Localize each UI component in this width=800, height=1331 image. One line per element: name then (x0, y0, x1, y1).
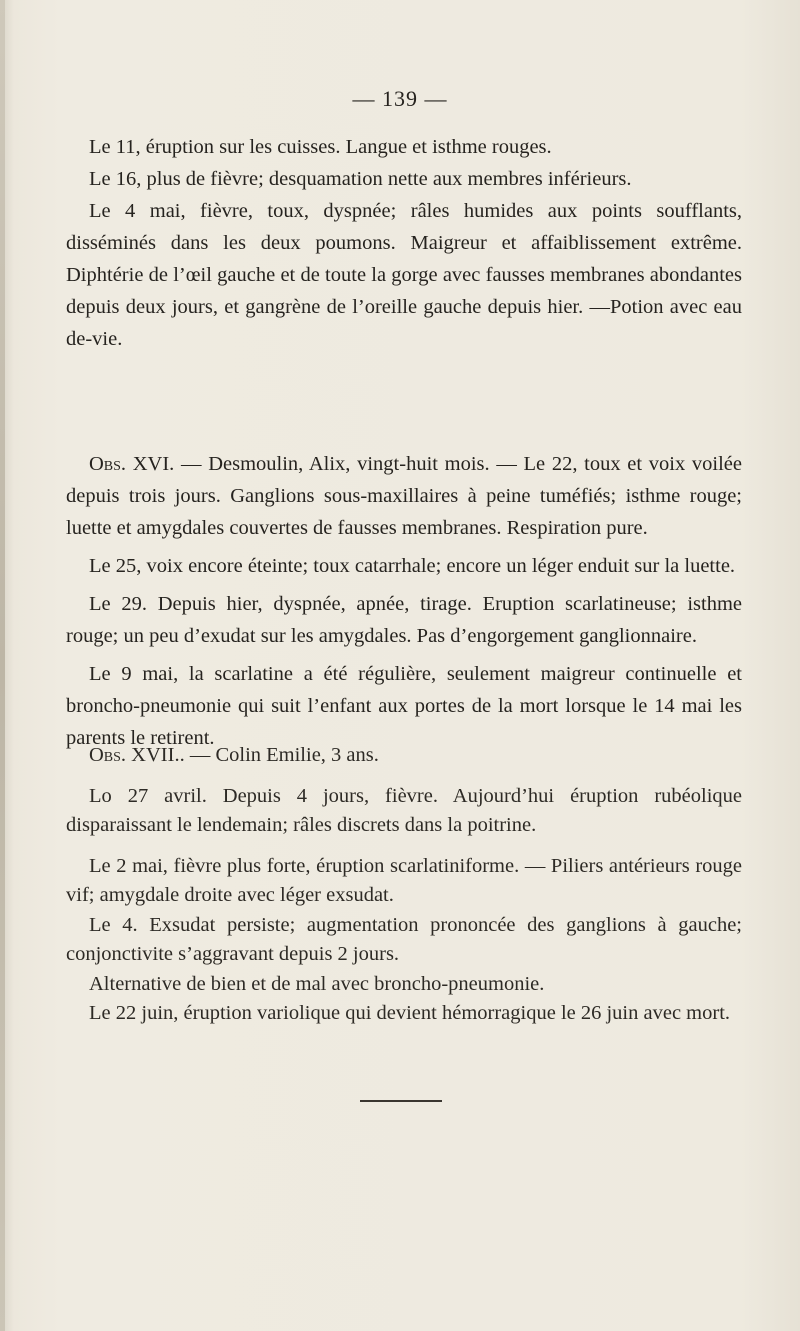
paragraph: Le 11, éruption sur les cuisses. Langue et isthme rouges. (89, 136, 552, 158)
observation-xvii (66, 741, 742, 1029)
page-number: — 139 — (352, 86, 448, 111)
observation-xvi (66, 448, 742, 754)
paragraph: Le 9 mai, la scarlatine a été régulière, seulement maigreur continuelle et broncho-pneumonie qui suit l’enfant aux portes de la mort lorsque le 14 mai les parents le retirent. (66, 663, 742, 749)
end-rule-divider (360, 1100, 442, 1102)
observation-heading-paragraph (66, 741, 742, 771)
paragraph: Le 4 mai, fièvre, toux, dyspnée; râles humides aux points soufflants, disséminés dans les deux poumons. Maigreur et affaiblissement extrême. Diphtérie de l’œil gauche et de toute la gorge avec fausses membranes abondantes depuis deux jours, et gangrène de l’oreille gauche depuis hier. —Potion avec eau de-vie. (66, 200, 742, 350)
observation-intro: — Colin Emilie, 3 ans. (184, 744, 379, 766)
text-block-continuation (66, 131, 742, 355)
paragraph: Le 4. Exsudat persiste; augmentation prononcée des ganglions à gauche; conjonctivite s’aggravant depuis 2 jours. (66, 913, 742, 965)
paragraph: Le 22 juin, éruption variolique qui devient hémorragique le 26 juin avec mort. (89, 1002, 731, 1024)
observation-label: Obs. XVII.. (89, 744, 185, 766)
paragraph: Alternative de bien et de mal avec broncho-pneumonie. (89, 972, 545, 995)
paragraph: Le 16, plus de fièvre; desquamation nette aux membres inférieurs. (89, 168, 632, 190)
binding-edge (0, 0, 5, 1331)
observation-heading-paragraph (66, 448, 742, 544)
paragraph: Lo 27 avril. Depuis 4 jours, fièvre. Aujourd’hui éruption rubéolique disparaissant le lendemain; râles discrets dans la poitrine. (66, 784, 742, 836)
paragraph: Le 25, voix encore éteinte; toux catarrhale; encore un léger enduit sur la luette. (89, 555, 736, 577)
paragraph: Le 2 mai, fièvre plus forte, éruption scarlatiniforme. — Piliers antérieurs rouge vif; amygdale droite avec léger exsudat. (66, 854, 742, 906)
paragraph: Le 29. Depuis hier, dyspnée, apnée, tirage. Eruption scarlatineuse; isthme rouge; un peu d’exudat sur les amygdales. Pas d’engorgement ganglionnaire. (66, 593, 742, 647)
observation-label: Obs. XVI. (89, 453, 175, 475)
observation-intro: — Desmoulin, Alix, vingt-huit mois. — Le 22, toux et voix voilée depuis trois jours. Ganglions sous-maxillaires à peine tuméfiés; isthme rouge; luette et amygdales couvertes de fausses membranes. Respiration pure. (66, 453, 742, 539)
